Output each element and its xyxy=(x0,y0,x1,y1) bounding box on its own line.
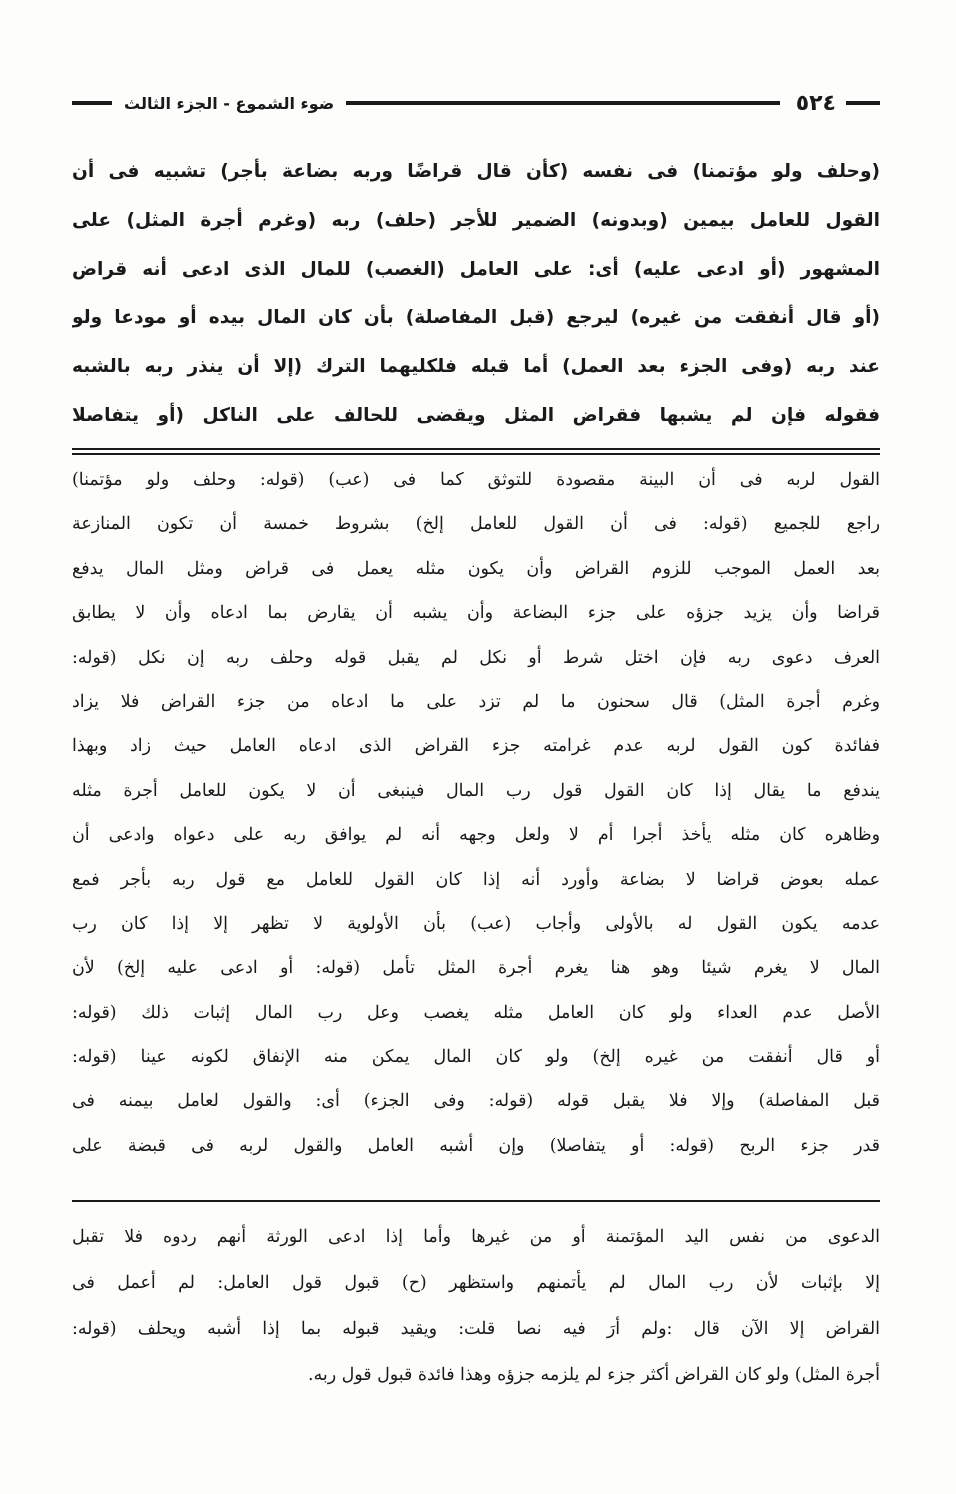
commentary-line: قدر جزء الربح (قوله: أو يتفاصلا) وإن أشبه العامل والقول لربه فى قبضة على xyxy=(72,1135,880,1156)
commentary-line: قبل المفاصلة) وإلا فلا يقبل قوله (قوله: وفى الجزء) أى: والقول لعامل بيمنه فى xyxy=(72,1091,880,1112)
footnote-line: إلا بإثبات لأن رب المال لم يأتمنهم واستظهر (ح) قبول قول العامل: لم أعمل فى xyxy=(72,1273,880,1293)
header-rule xyxy=(346,101,780,105)
commentary-line: عمله بعوض قراضا لا بضاعة وأورد أنه إذا كان القول للعامل مع قول ربه بأجر فمع xyxy=(72,869,880,890)
commentary-line: وظاهره كان مثله يأخذ أجرا أم لا ولعل وجهه أنه لم يوافق ربه على دعواه وادعى أن xyxy=(72,825,880,846)
main-text-line: (وحلف ولو مؤتمنا) فى نفسه (كأن قال قراضًا وربه بضاعة بأجر) تشبيه فى أن xyxy=(72,161,880,182)
footnote-line: القراض إلا الآن قال :ولم أرَ فيه نصا قلت: ويقيد قبوله بما إذا أشبه ويحلف (قوله: xyxy=(72,1319,880,1339)
commentary-line: قراضا وأن يزيد جزؤه على جزء البضاعة وأن يشبه أن يقارض بما ادعاه وأن لا يطابق xyxy=(72,603,880,624)
commentary-line: ففائدة كون القول لربه عدم غرامته جزء القراض الذى ادعاه العامل حيث زاد وبهذا xyxy=(72,736,880,757)
footnote xyxy=(72,1214,880,1398)
main-text-line: (أو قال أنفقت من غيره) ليرجع (قبل المفاصلة) بأن كان المال بيده أو مودعا ولو xyxy=(72,307,880,329)
commentary-line: وغرم أجرة المثل) قال سحنون ما لم تزد على ما ادعاه من جزء القراض فلا يزاد xyxy=(72,691,880,712)
main-text-line: عند ربه (وفى الجزء بعد العمل) أما قبله فلكليهما الترك (إلا أن ينذر ربه بالشبه xyxy=(72,356,880,378)
main-text-line: فقوله فإن لم يشبها فقراض المثل ويقضى للحالف على الناكل (أو يتفاصلا xyxy=(72,404,880,426)
main-text-divider-bottom xyxy=(72,453,880,455)
page-number: ٥٢٤ xyxy=(795,90,836,116)
main-text-line: القول للعامل بيمين (وبدونه) الضمير للأجر (حلف) ربه (وغرم أجرة المثل) على xyxy=(72,209,880,231)
running-header xyxy=(72,88,880,118)
commentary-line: عدمه يكون القول له بالأولى وأجاب (عب) بأن الأولوية لا تظهر إلا إذا كان رب xyxy=(72,913,880,934)
main-text-line: المشهور (أو ادعى عليه) أى: على العامل (الغصب) للمال الذى ادعى أنه قراض xyxy=(72,258,880,280)
commentary-line: القول لربه فى أن البينة مقصودة للتوثق كما فى (عب) (قوله: وحلف ولو مؤتمنا) xyxy=(72,470,880,490)
commentary-line: العرف دعوى ربه فإن اختل شرط أو نكل لم يقبل قوله وحلف ربه إن نكل (قوله: xyxy=(72,647,880,668)
commentary-line: يندفع ما يقال إذا كان القول قول رب المال فينبغى أن لا يكون للعامل أجرة مثله xyxy=(72,780,880,801)
commentary-line: أو قال أنفقت من غيره إلخ) ولو كان المال يمكن منه الإنفاق لكونه عينا (قوله: xyxy=(72,1047,880,1068)
footnote-line: أجرة المثل) ولو كان القراض أكثر جزء لم يلزمه جزؤه وهذا فائدة قبول قول ربه. xyxy=(308,1365,880,1385)
commentary xyxy=(72,458,880,1168)
main-text-divider-top xyxy=(72,448,880,450)
running-title: ضوء الشموع - الجزء الثالث xyxy=(124,93,335,113)
commentary-line: راجع للجميع (قوله: فى أن القول للعامل إلخ) بشروط خمسة أن تكون المنازعة xyxy=(72,514,880,535)
header-rule-right xyxy=(846,101,880,105)
footnote-line: الدعوى من نفس اليد المؤتمنة أو من غيرها وأما إذا ادعى الورثة أنهم ردوه فلا تقبل xyxy=(72,1227,880,1247)
footnote-divider xyxy=(72,1200,880,1202)
commentary-line: بعد العمل الموجب للزوم القراض وأن يكون مثله يعمل فى قراض ومثل المال يدفع xyxy=(72,558,880,579)
header-rule-left xyxy=(72,101,112,105)
commentary-line: المال لا يغرم شيئا وهو هنا يغرم أجرة المثل تأمل (قوله: أو ادعى عليه إلخ) لأن xyxy=(72,958,880,979)
commentary-line: الأصل عدم العداء ولو كان العامل مثله يغصب وعل رب المال إثبات ذلك (قوله: xyxy=(72,1002,880,1023)
main-text xyxy=(72,148,880,441)
